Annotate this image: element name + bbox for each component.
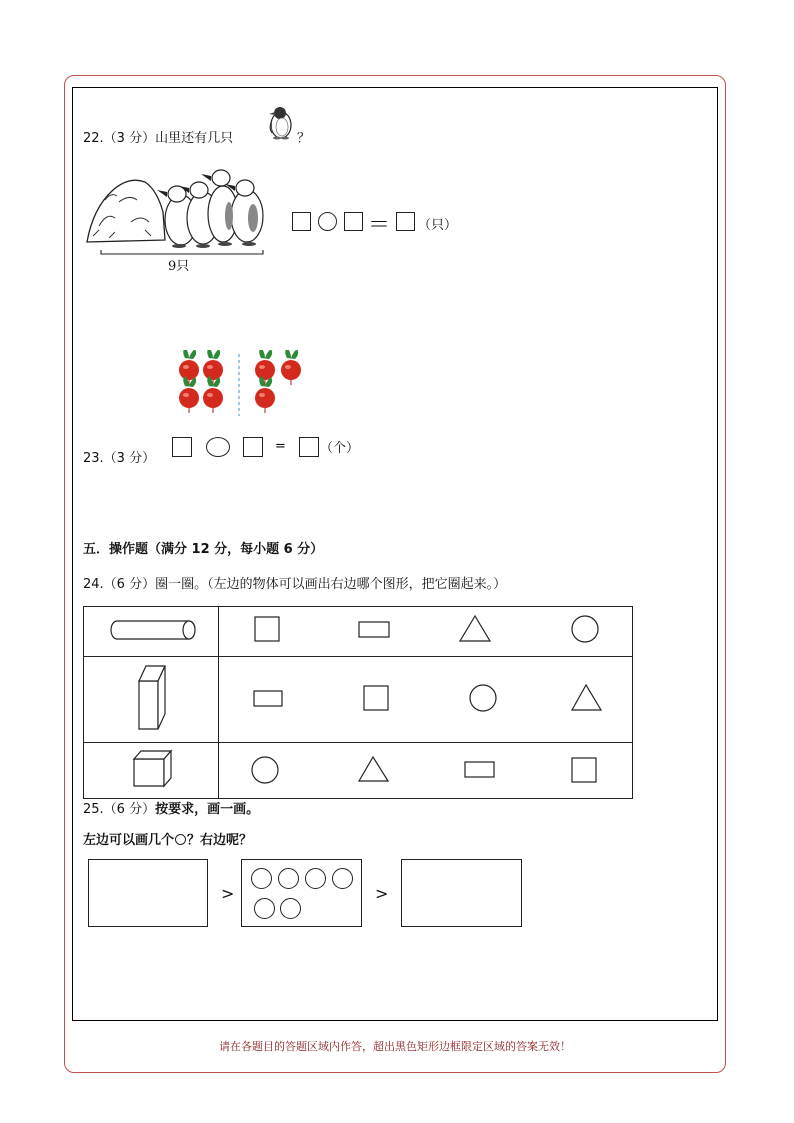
q22-unit: （只） [418, 218, 458, 233]
q25-instruction: 按要求，画一画。 [155, 802, 260, 817]
option-rectangle [359, 622, 389, 637]
q25-greater-than-1: > [221, 884, 235, 903]
options-row-1 [219, 607, 632, 652]
option-circle [572, 616, 598, 642]
q24-number-score: 24.（6 分） [83, 577, 156, 592]
drawn-circle [254, 898, 275, 919]
cylinder-object-icon [84, 607, 218, 652]
table-row-cuboid [84, 657, 633, 743]
table-row-cube [84, 743, 633, 799]
section5-title: 五．操作题（满分 12 分，每小题 6 分） [83, 542, 324, 557]
drawn-circle [251, 868, 272, 889]
q22-question-mark: ？ [297, 131, 311, 146]
penguin-icon [266, 104, 296, 140]
options-row-3 [219, 743, 632, 794]
drawn-circle [332, 868, 353, 889]
option-triangle [460, 616, 490, 641]
option-rectangle [254, 691, 282, 706]
q25-left-drawing-box[interactable] [88, 859, 208, 927]
q25-right-drawing-box[interactable] [401, 859, 522, 927]
q23-result-box[interactable] [299, 437, 319, 457]
options-cell [219, 657, 633, 743]
table-row-cylinder [84, 607, 633, 657]
radish-group-illustration [175, 350, 315, 418]
q22-total-label: 9只 [168, 259, 190, 274]
q23-equals-sign: = [275, 439, 286, 454]
option-triangle [359, 757, 388, 781]
option-square [572, 758, 596, 782]
q23-unit: （个） [320, 441, 360, 456]
option-triangle [572, 685, 601, 710]
object-cell [84, 607, 219, 657]
q22-header [83, 127, 233, 146]
cube-object-icon [84, 743, 218, 794]
drawn-circle [305, 868, 326, 889]
object-cell [84, 743, 219, 799]
options-cell [219, 743, 633, 799]
shape-matching-table [83, 606, 633, 799]
option-rectangle [465, 762, 494, 777]
q22-answer-box-2[interactable] [344, 212, 363, 231]
option-square [364, 686, 388, 710]
q25-greater-than-2: > [375, 884, 389, 903]
q22-answer-box-1[interactable] [292, 212, 311, 231]
option-square [255, 617, 279, 641]
options-cell [219, 607, 633, 657]
q23-answer-box-1[interactable] [172, 437, 192, 457]
q25-number-score: 25.（6 分） [83, 802, 156, 817]
q23-answer-box-2[interactable] [243, 437, 263, 457]
object-cell [84, 657, 219, 743]
footer-note: 请在各题目的答题区域内作答，超出黑色矩形边框限定区域的答案无效！ [219, 1040, 571, 1053]
q23-number-score: 23.（3 分） [83, 451, 156, 466]
q25-subquestion [83, 829, 252, 848]
q24-instruction: 圈一圈。（左边的物体可以画出右边哪个图形，把它圈起来。） [155, 577, 507, 592]
drawn-circle [280, 898, 301, 919]
q25-header [83, 798, 259, 817]
q24-header [83, 573, 506, 592]
q22-result-box[interactable] [396, 212, 415, 231]
option-circle [470, 685, 496, 711]
option-circle [252, 757, 278, 783]
q23-operator-oval[interactable] [206, 437, 230, 457]
q22-operator-circle[interactable] [318, 212, 337, 231]
q25-sub-prefix: 左边可以画几个 [83, 833, 175, 848]
q22-question: 山里还有几只 [155, 131, 234, 146]
drawn-circle [278, 868, 299, 889]
options-row-2 [219, 657, 632, 738]
small-circle-icon [175, 834, 186, 845]
q25-sub-suffix: ？右边呢？ [187, 833, 253, 848]
q25-middle-box [241, 859, 362, 927]
q22-equals-sign: ＝ [368, 213, 391, 238]
q22-number-score: 22.（3 分） [83, 131, 156, 146]
cuboid-object-icon [84, 657, 218, 738]
